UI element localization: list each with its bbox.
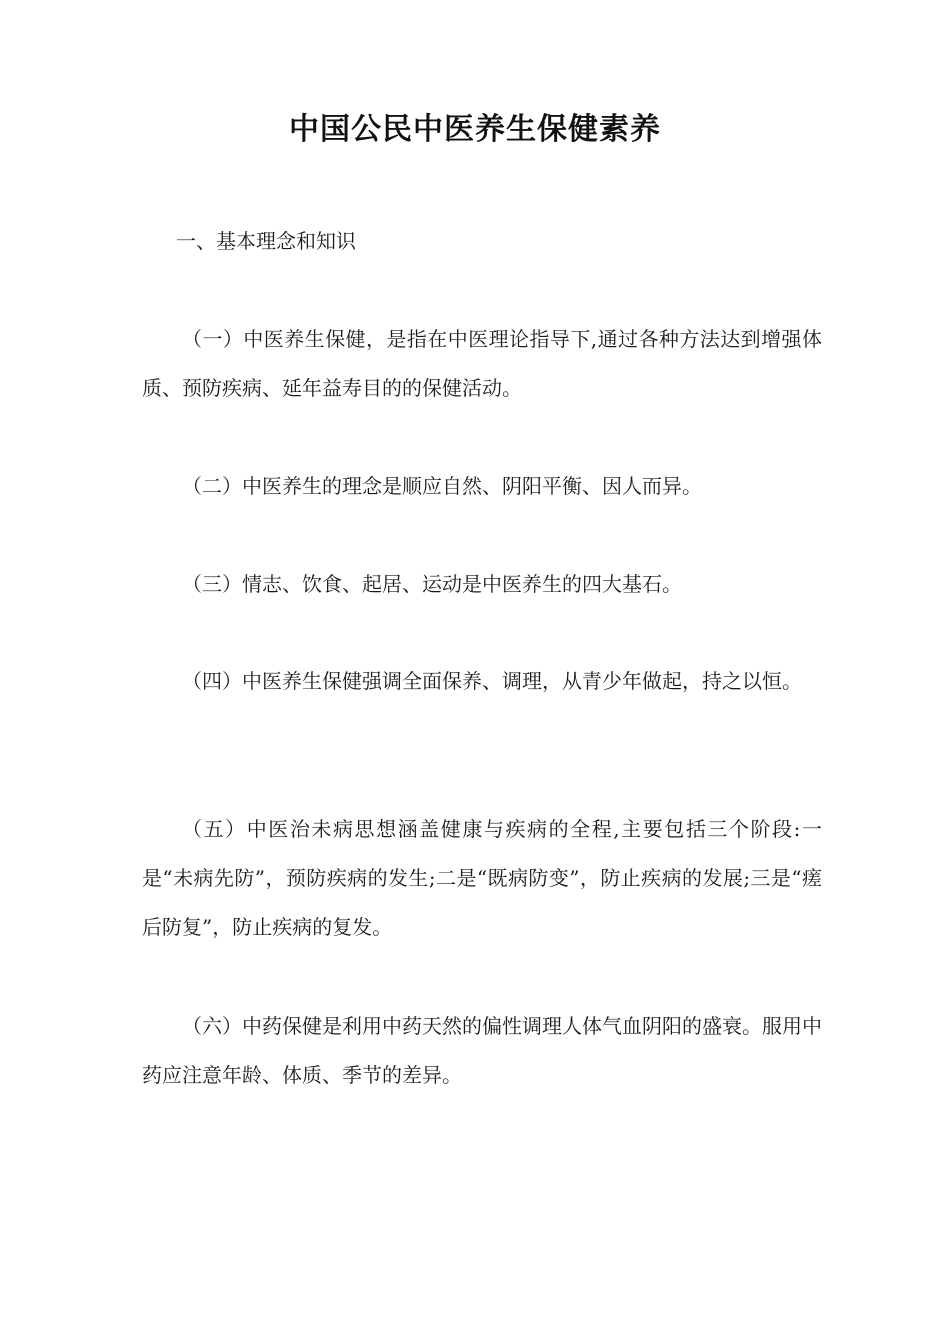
document-title: 中国公民中医养生保健素养: [289, 112, 661, 147]
paragraph-3: （三）情志、饮食、起居、运动是中医养生的四大基石。: [182, 572, 682, 596]
paragraph-4: （四）中医养生保健强调全面保养、调理，从青少年做起，持之以恒。: [182, 669, 802, 693]
paragraph-2: （二）中医养生的理念是顺应自然、阴阳平衡、因人而异。: [182, 474, 702, 498]
paragraph-1: （一）中医养生保健，是指在中医理论指导下,通过各种方法达到增强体质、预防疾病、延年益寿目的的保健活动。: [142, 327, 822, 400]
paragraph-5: （五）中医治未病思想涵盖健康与疾病的全程,主要包括三个阶段:一是“未病先防”，预防疾病的发生;二是“既病防变”，防止疾病的发展;三是“瘥后防复”，防止疾病的复发。: [142, 817, 822, 939]
section-heading: 一、基本理念和知识: [176, 229, 356, 253]
paragraph-6: （六）中药保健是利用中药天然的偏性调理人体气血阴阳的盛衰。服用中药应注意年龄、体质、季节的差异。: [142, 1014, 822, 1087]
